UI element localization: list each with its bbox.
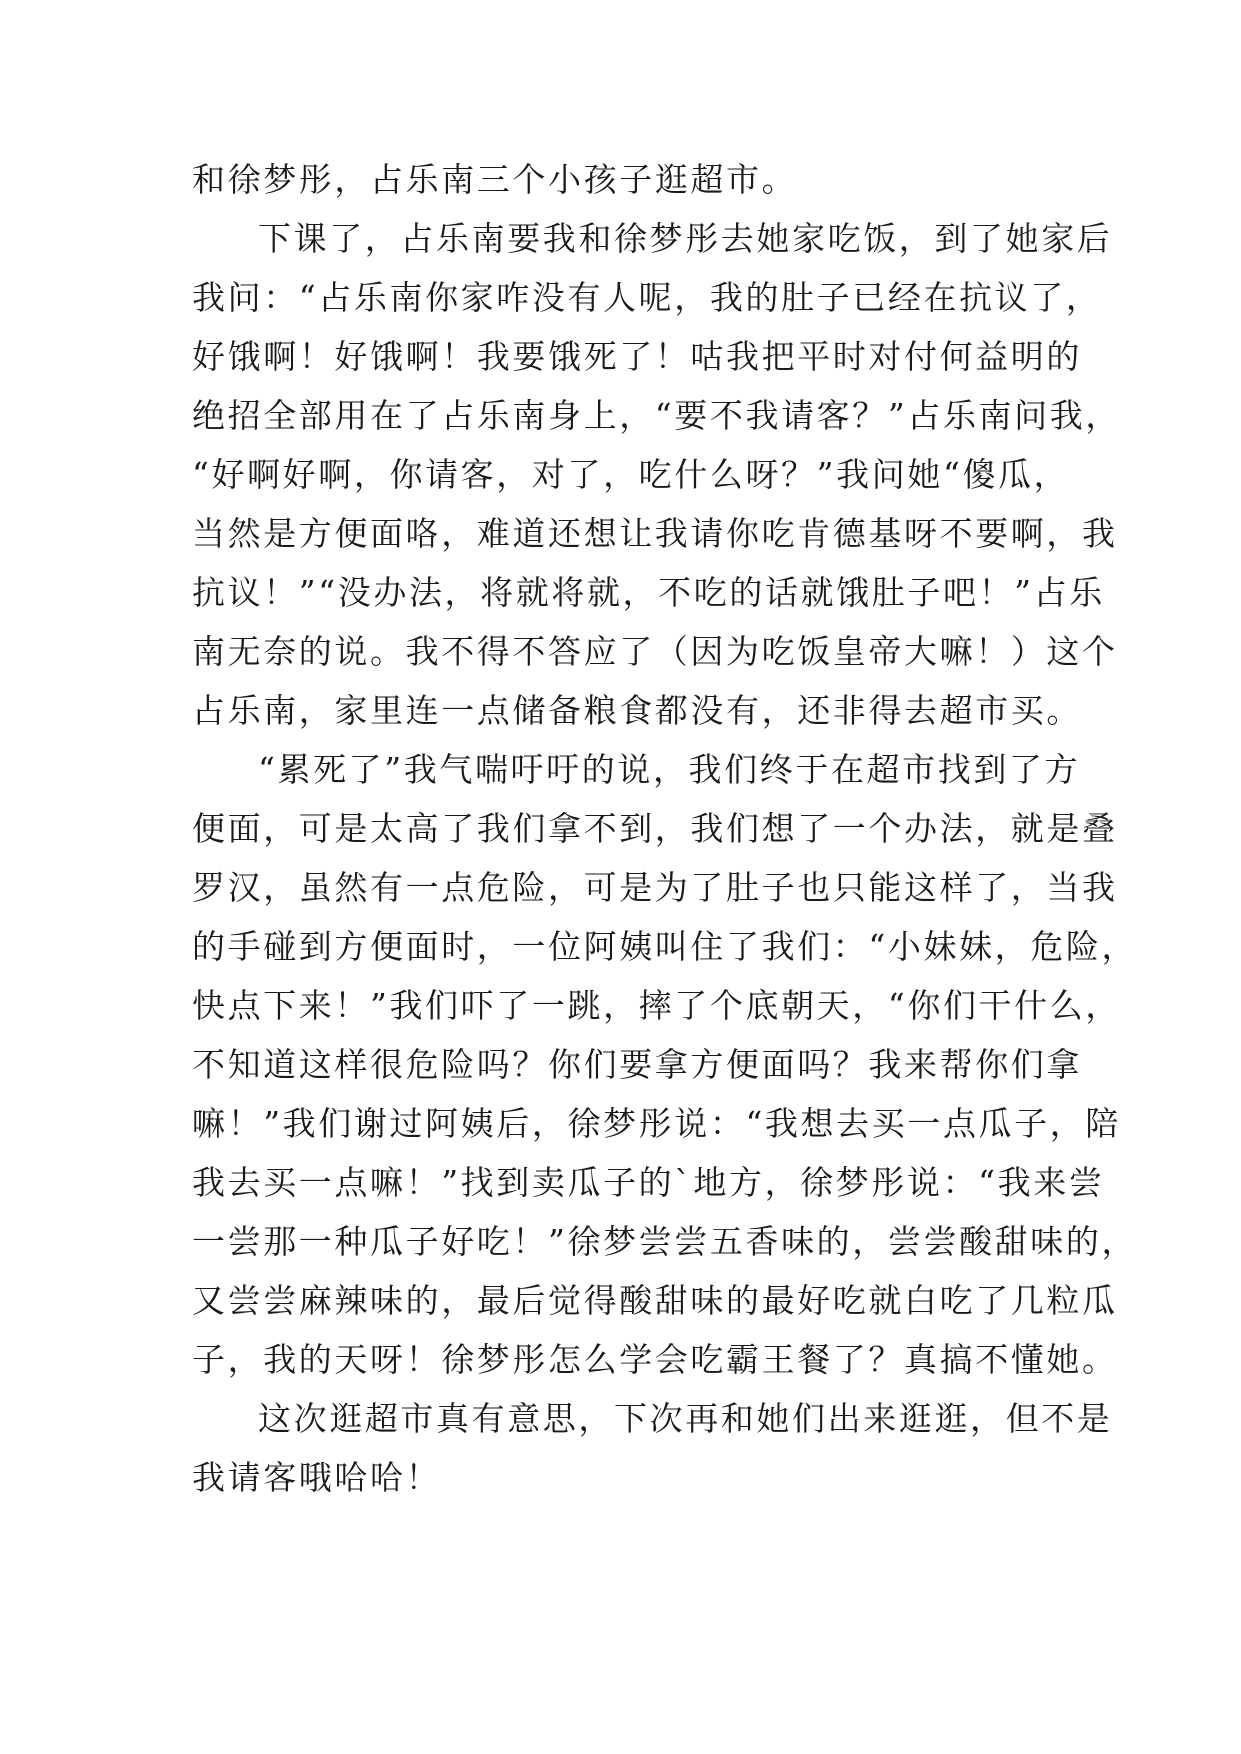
- text-line: 下课了，占乐南要我和徐梦彤去她家吃饭，到了她家后: [258, 219, 1113, 258]
- text-line: 当然是方便面咯，难道还想让我请你吃肯德基呀不要啊，我: [192, 514, 1118, 553]
- text-line: 抗议！”“没办法，将就将就，不吃的话就饿肚子吧！”占乐: [192, 573, 1105, 612]
- text-line: 我问：“占乐南你家咋没有人呢，我的肚子已经在抗议了，: [192, 278, 1102, 317]
- text-line: 好饿啊！好饿啊！我要饿死了！咕我把平时对付何益明的: [192, 337, 1082, 376]
- text-line: 占乐南，家里连一点储备粮食都没有，还非得去超市买。: [192, 691, 1082, 730]
- text-line: 一尝那一种瓜子好吃！”徐梦尝尝五香味的，尝尝酸甜味的，: [192, 1222, 1138, 1261]
- text-line: 我去买一点嘛！”找到卖瓜子的`地方，徐梦彤说：“我来尝: [192, 1163, 1105, 1202]
- text-line: 子，我的天呀！徐梦彤怎么学会吃霸王餐了？真搞不懂她。: [192, 1340, 1118, 1379]
- text-line: 绝招全部用在了占乐南身上，“要不我请客？”占乐南问我，: [192, 396, 1121, 435]
- document-body: [192, 150, 1138, 1507]
- text-line: 不知道这样很危险吗？你们要拿方便面吗？我来帮你们拿: [192, 1045, 1082, 1084]
- text-line: 我请客哦哈哈！: [192, 1458, 442, 1497]
- text-line: “好啊好啊，你请客，对了，吃什么呀？”我问她“傻瓜，: [192, 455, 1070, 494]
- text-line: 便面，可是太高了我们拿不到，我们想了一个办法，就是叠: [192, 809, 1118, 848]
- text-line: 嘛！”我们谢过阿姨后，徐梦彤说：“我想去买一点瓜子，陪: [192, 1104, 1121, 1143]
- text-line: 这次逛超市真有意思，下次再和她们出来逛逛，但不是: [258, 1399, 1113, 1438]
- text-line: 的手碰到方便面时，一位阿姨叫住了我们：“小妹妹，危险，: [192, 927, 1138, 966]
- text-line: “累死了”我气喘吁吁的说，我们终于在超市找到了方: [258, 750, 1081, 789]
- text-line: 罗汉，虽然有一点危险，可是为了肚子也只能这样了，当我: [192, 868, 1118, 907]
- text-line: 快点下来！”我们吓了一跳，摔了个底朝天，“你们干什么，: [192, 986, 1121, 1025]
- text-line: 和徐梦彤，占乐南三个小孩子逛超市。: [192, 160, 798, 199]
- text-line: 又尝尝麻辣味的，最后觉得酸甜味的最好吃就白吃了几粒瓜: [192, 1281, 1118, 1320]
- text-line: 南无奈的说。我不得不答应了（因为吃饭皇帝大嘛！）这个: [192, 632, 1118, 671]
